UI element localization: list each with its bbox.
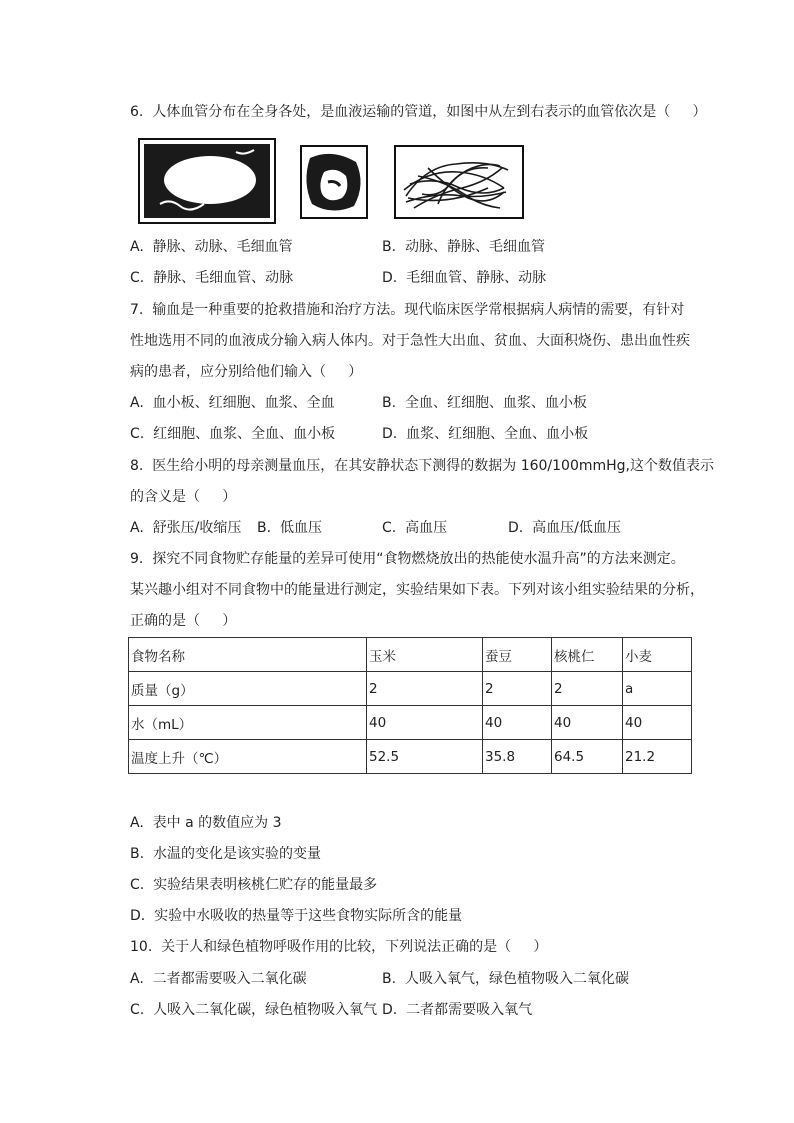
- table-row: [129, 638, 692, 672]
- q10-option-b[interactable]: B. 人吸入氧气，绿色植物吸入二氧化碳: [382, 971, 629, 987]
- q10-option-a[interactable]: A. 二者都需要吸入二氧化碳: [130, 971, 307, 987]
- q6-option-d[interactable]: D. 毛细血管、静脉、动脉: [382, 270, 547, 286]
- table-cell: 40: [483, 706, 552, 740]
- table-row: [129, 672, 692, 706]
- q10-option-c[interactable]: C. 人吸入二氧化碳，绿色植物吸入氧气: [130, 1002, 378, 1018]
- q7-option-b[interactable]: B. 全血、红细胞、血浆、血小板: [382, 395, 587, 411]
- table-cell: 40: [552, 706, 623, 740]
- table-cell: 35.8: [483, 740, 552, 774]
- table-row: [129, 740, 692, 774]
- table-cell: 2: [552, 672, 623, 706]
- table-cell: a: [623, 672, 692, 706]
- q8-option-a[interactable]: A. 舒张压/收缩压: [130, 520, 242, 536]
- table-cell: 52.5: [367, 740, 483, 774]
- table-cell: 40: [623, 706, 692, 740]
- q7-stem-line-2: 性地选用不同的血液成分输入病人体内。对于急性大出血、贫血、大面积烧伤、患出血性疾: [130, 333, 690, 349]
- q9-option-a[interactable]: A. 表中 a 的数值应为 3: [130, 815, 282, 831]
- q6-option-a[interactable]: A. 静脉、动脉、毛细血管: [130, 239, 293, 255]
- q9-stem-line-3: 正确的是（ ）: [130, 613, 237, 629]
- q7-option-d[interactable]: D. 血浆、红细胞、全血、血小板: [382, 426, 589, 442]
- table-cell: 64.5: [552, 740, 623, 774]
- blood-vessel-figures: [138, 138, 530, 224]
- q6-option-b[interactable]: B. 动脉、静脉、毛细血管: [382, 239, 545, 255]
- table-row: [129, 706, 692, 740]
- table-cell: 食物名称: [129, 638, 367, 672]
- q10-option-d[interactable]: D. 二者都需要吸入氧气: [382, 1002, 533, 1018]
- food-energy-table: [128, 637, 692, 774]
- table-cell: 小麦: [623, 638, 692, 672]
- table-cell: 玉米: [367, 638, 483, 672]
- q9-option-d[interactable]: D. 实验中水吸收的热量等于这些食物实际所含的能量: [130, 908, 463, 924]
- table-cell: 蚕豆: [483, 638, 552, 672]
- q8-option-c[interactable]: C. 高血压: [382, 520, 448, 536]
- table-cell: 水（mL）: [129, 706, 367, 740]
- q9-stem-line-2: 某兴趣小组对不同食物中的能量进行测定，实验结果如下表。下列对该小组实验结果的分析，: [130, 582, 704, 598]
- table-cell: 2: [367, 672, 483, 706]
- q8-stem-line-2: 的含义是（ ）: [130, 489, 237, 505]
- table-cell: 2: [483, 672, 552, 706]
- q9-option-c[interactable]: C. 实验结果表明核桃仁贮存的能量最多: [130, 877, 378, 893]
- table-cell: 21.2: [623, 740, 692, 774]
- q9-option-b[interactable]: B. 水温的变化是该实验的变量: [130, 846, 321, 862]
- q8-option-b[interactable]: B. 低血压: [257, 520, 322, 536]
- q7-option-c[interactable]: C. 红细胞、血浆、全血、血小板: [130, 426, 336, 442]
- q7-option-a[interactable]: A. 血小板、红细胞、血浆、全血: [130, 395, 335, 411]
- q8-option-d[interactable]: D. 高血压/低血压: [508, 520, 621, 536]
- table-cell: 核桃仁: [552, 638, 623, 672]
- q8-stem-line-1: 8. 医生给小明的母亲测量血压，在其安静状态下测得的数据为 160/100mmHg,这个数值表示: [130, 458, 715, 474]
- q6-option-c[interactable]: C. 静脉、毛细血管、动脉: [130, 270, 294, 286]
- table-cell: 温度上升（℃）: [129, 740, 367, 774]
- q7-stem-line-3: 病的患者，应分别给他们输入（ ）: [130, 364, 363, 380]
- vein-cross-section-icon: [139, 139, 275, 223]
- table-cell: 40: [367, 706, 483, 740]
- q7-stem-line-1: 7. 输血是一种重要的抢救措施和治疗方法。现代临床医学常根据病人病情的需要，有针对: [130, 302, 685, 318]
- q10-stem: 10. 关于人和绿色植物呼吸作用的比较，下列说法正确的是（ ）: [130, 939, 548, 955]
- capillary-network-icon: [395, 146, 523, 218]
- q6-stem: 6. 人体血管分布在全身各处，是血液运输的管道，如图中从左到右表示的血管依次是（ ）: [130, 104, 707, 120]
- artery-cross-section-icon: [301, 146, 367, 218]
- q9-stem-line-1: 9. 探究不同食物贮存能量的差异可使用“食物燃烧放出的热能使水温升高”的方法来测定。: [130, 551, 685, 567]
- table-cell: 质量（g）: [129, 672, 367, 706]
